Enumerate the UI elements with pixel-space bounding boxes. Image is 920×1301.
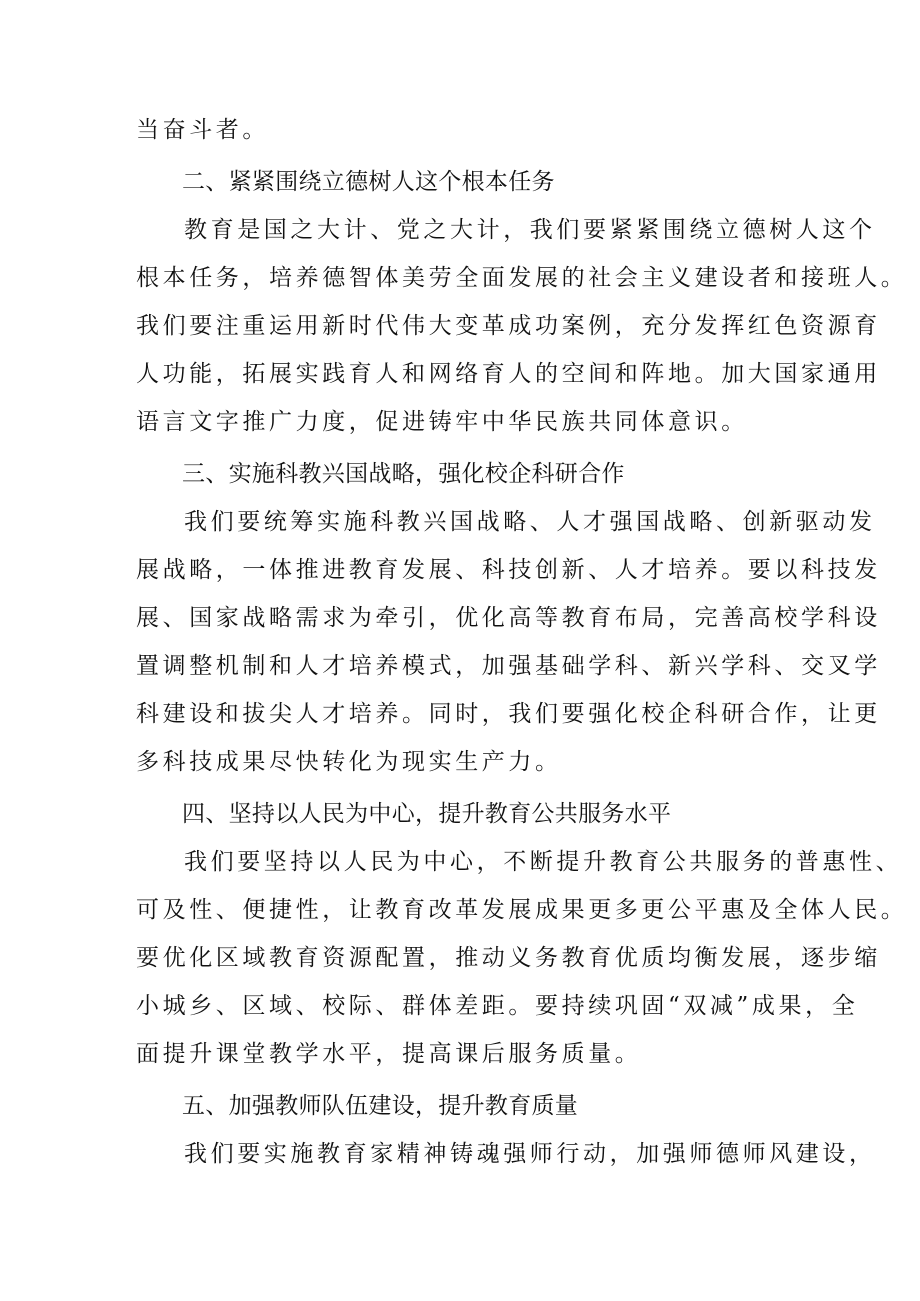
paragraph-line: 我们要统筹实施科教兴国战略、人才强国战略、创新驱动发 [184, 509, 876, 535]
paragraph-line: 置调整机制和人才培养模式，加强基础学科、新兴学科、交叉学 [136, 653, 881, 679]
paragraph-line: 我们要坚持以人民为中心，不断提升教育公共服务的普惠性、 [184, 849, 903, 875]
paragraph-line: 面提升课堂教学水平，提高课后服务质量。 [136, 1041, 642, 1067]
paragraph-line: 要优化区域教育资源配置，推动义务教育优质均衡发展，逐步缩 [136, 945, 881, 971]
paragraph-line: 教育是国之大计、党之大计，我们要紧紧围绕立德树人这个 [184, 217, 876, 243]
paragraph-line: 根本任务，培养德智体美劳全面发展的社会主义建设者和接班人。 [136, 265, 908, 291]
paragraph-line: 可及性、便捷性，让教育改革发展成果更多更公平惠及全体人民。 [136, 897, 908, 923]
paragraph-line: 科建设和拔尖人才培养。同时，我们要强化校企科研合作，让更 [136, 701, 881, 727]
section-heading-3: 三、实施科教兴国战略，强化校企科研合作 [182, 461, 625, 487]
paragraph-line: 展战略，一体推进教育发展、科技创新、人才培养。要以科技发 [136, 557, 881, 583]
paragraph-line: 小城乡、区域、校际、群体差距。要持续巩固“双减”成果，全 [136, 993, 859, 1019]
section-heading-4: 四、坚持以人民为中心，提升教育公共服务水平 [182, 801, 672, 827]
paragraph-line: 多科技成果尽快转化为现实生产力。 [136, 749, 562, 775]
paragraph-line: 我们要实施教育家精神铸魂强师行动，加强师德师风建设， [184, 1141, 876, 1167]
paragraph-line: 人功能，拓展实践育人和网络育人的空间和阵地。加大国家通用 [136, 361, 881, 387]
section-heading-2: 二、紧紧围绕立德树人这个根本任务 [182, 169, 555, 195]
paragraph-line: 语言文字推广力度，促进铸牢中华民族共同体意识。 [136, 409, 748, 435]
paragraph-line: 展、国家战略需求为牵引，优化高等教育布局，完善高校学科设 [136, 605, 881, 631]
section-heading-5: 五、加强教师队伍建设，提升教育质量 [182, 1093, 579, 1119]
paragraph-line: 当奋斗者。 [136, 117, 269, 143]
paragraph-line: 我们要注重运用新时代伟大变革成功案例，充分发挥红色资源育 [136, 313, 881, 339]
